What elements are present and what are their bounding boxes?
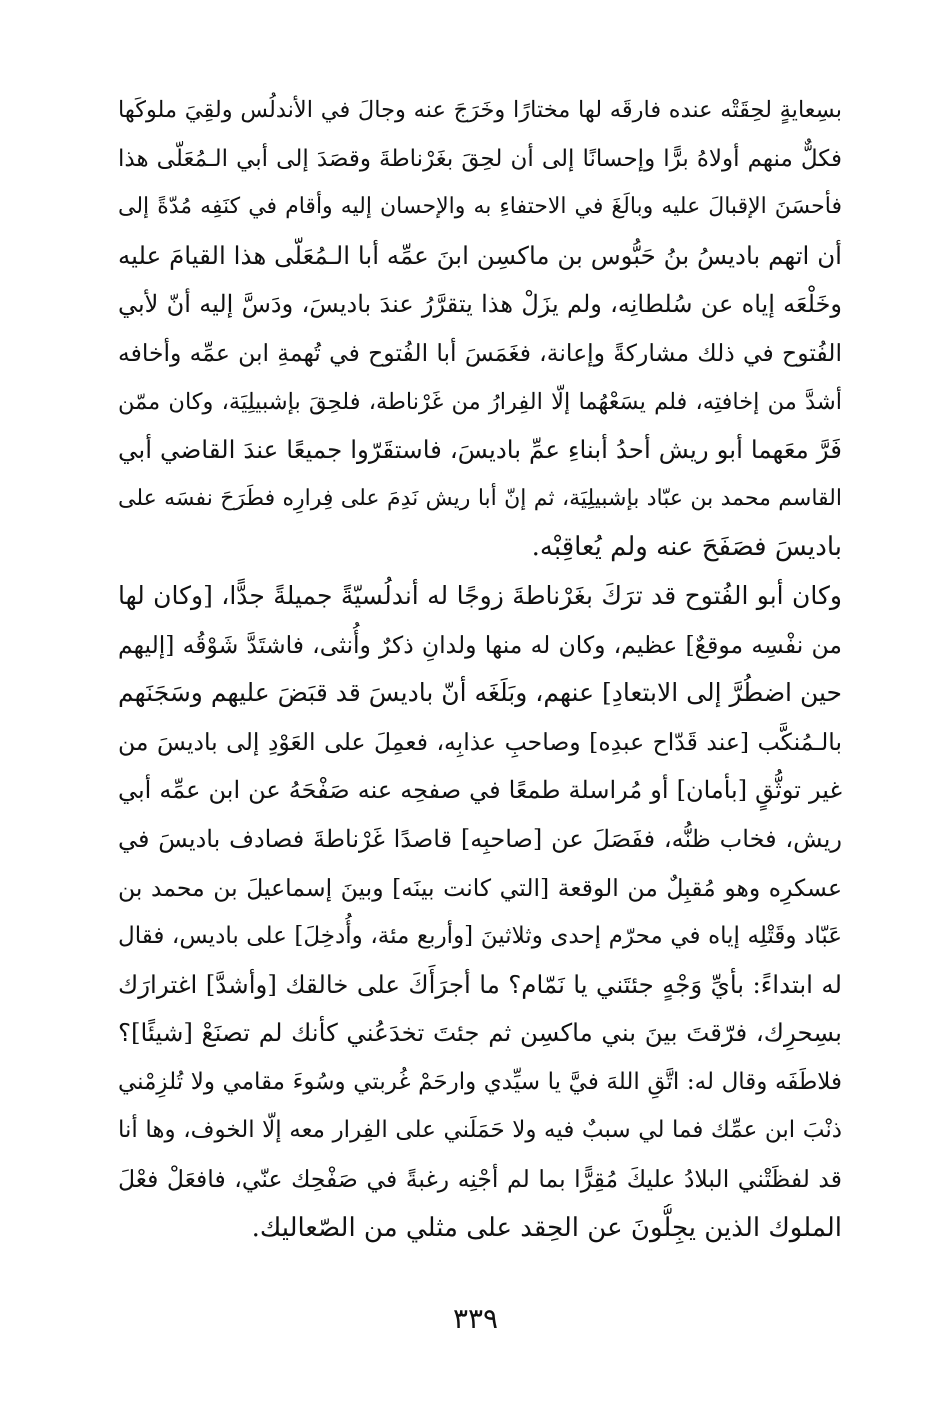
text-line: فَرَّ معَهما أبو ريش أحدُ أبناءِ عمِّ باديسَ، فاستقَرّوا جميعًا عندَ القاضي أبي: [118, 435, 842, 465]
text-line: بسِعايةٍ لحِقَتْه عنده فارقَه لها مختارًا وخَرَجَ عنه وجالَ في الأندلُس ولقِيَ ملوكَها: [118, 97, 842, 123]
text-line: الفُتوح في ذلك مشاركةً وإعانة، فغَمَسَ أبا الفُتوح في تُهمةِ ابن عمِّه وأخافه: [118, 338, 842, 367]
text-line: فأحسَنَ الإقبالَ عليه وبالَغَ في الاحتفاءِ به والإحسان إليه وأقام في كنَفِه مُدّةً إلى: [118, 194, 842, 220]
text-line: بالـمُنكَّب [عند قَدّاح عبدِه] وصاحبِ عذابِه، فعمِلَ على العَوْدِ إلى باديسَ من: [118, 727, 842, 756]
text-line: القاسم محمد بن عبّاد بإشبيلِيَة، ثم إنّ أبا ريش نَدِمَ على فِرارِه فطَرَحَ نفسَه على: [118, 485, 842, 511]
page-number: ٣٣٩: [452, 1302, 499, 1335]
text-line: وخَلْعَه إياه عن سُلطانِه، ولم يزَلْ هذا يتقرَّرُ عندَ باديسَ، ودَسَّ إليه أنّ لأبي: [118, 290, 842, 319]
text-line: عسكرِه وهو مُقبِلٌ من الوقعة [التي كانت بينَه] وبينَ إسماعيلَ بن محمد بن: [118, 873, 842, 902]
text-line: من نفْسِه موقعٌ] عظيم، وكان له منها ولدانِ ذكرٌ وأُنثى، فاشتَدَّ شَوْقُه [إليهم: [118, 630, 842, 659]
text-line: ريش، فخاب ظنُّه، ففَصَلَ عن [صاحبِه] قاصدًا غَرْناطةَ فصادف باديسَ في: [118, 824, 842, 853]
body-text: [118, 86, 842, 1252]
text-line: فكلٌّ منهم أولاهُ برًّا وإحسانًا إلى أن لحِقَ بغَرْناطةَ وقصَدَ إلى أبي الـمُعَلّى هذا: [118, 145, 842, 172]
text-line: له ابتداءً: بأيِّ وَجْهٍ جئتَني يا نَمّام؟ ما أجرَأَكَ على خالقك [وأشدَّ] اغترارَك: [118, 969, 842, 999]
text-line: بسِحرِك، فرّقتَ بينَ بني ماكسِن ثم جئتَ تخدَعُني كأنك لم تصنَعْ [شيئًا]؟: [118, 1018, 842, 1048]
paragraph-end-line: باديسَ فصَفَحَ عنه ولم يُعاقِبْه.: [531, 532, 842, 563]
text-line: عَبّاد وقَتْلِه إياه في محرّم إحدى وثلاثينَ [وأربع مئة، وأُدخِلَ] على باديس، فقال: [118, 923, 842, 950]
text-line: أن اتهم باديسُ بنُ حَبُّوس بن ماكسِن ابنَ عمِّه أبا الـمُعَلّى هذا القيامَ عليه: [118, 240, 842, 270]
paragraph-start-line: وكان أبو الفُتوح قد ترَكَ بغَرْناطةَ زوجًا له أندلُسيّةً جميلةً جدًّا، [وكان لها: [118, 580, 842, 610]
text-line: حين اضطُرَّ إلى الابتعادِ] عنهم، وبَلَغَه أنّ باديسَ قد قبَضَ عليهم وسَجَنَهم: [118, 678, 842, 708]
text-line: غير توثُّقٍ [بأمان] أو مُراسلة طمعًا في صفحِه عنه صَفْحَهُ عن ابن عمِّه أبي: [118, 776, 842, 805]
paragraph-end-line: الملوك الذين يجِلُّونَ عن الحِقد على مثلي من الصّعاليك.: [251, 1212, 842, 1243]
text-line: ذنْبَ ابن عمِّك فما لي سببٌ فيه ولا حَمَلَني على الفِرار معه إلّا الخوف، وها أنا: [118, 1117, 842, 1144]
text-line: أشدَّ من إخافتِه، فلم يسَعْهُما إلّا الفِرارُ من غَرْناطة، فلحِقَ بإشبيلِيَة، وكان ممّن: [118, 388, 842, 415]
text-line: قد لفظَتْني البلادُ عليكَ مُقِرًّا بما لم أجْنِه رغبةً في صَفْحِك عنّي، فافعَلْ فعْلَ: [118, 1165, 842, 1194]
text-line: فلاطَفَه وقال له: اتَّقِ اللهَ فيَّ يا سيِّدي وارحَمْ غُربتي وسُوءَ مقامي ولا تُلزِمْني: [118, 1068, 842, 1095]
